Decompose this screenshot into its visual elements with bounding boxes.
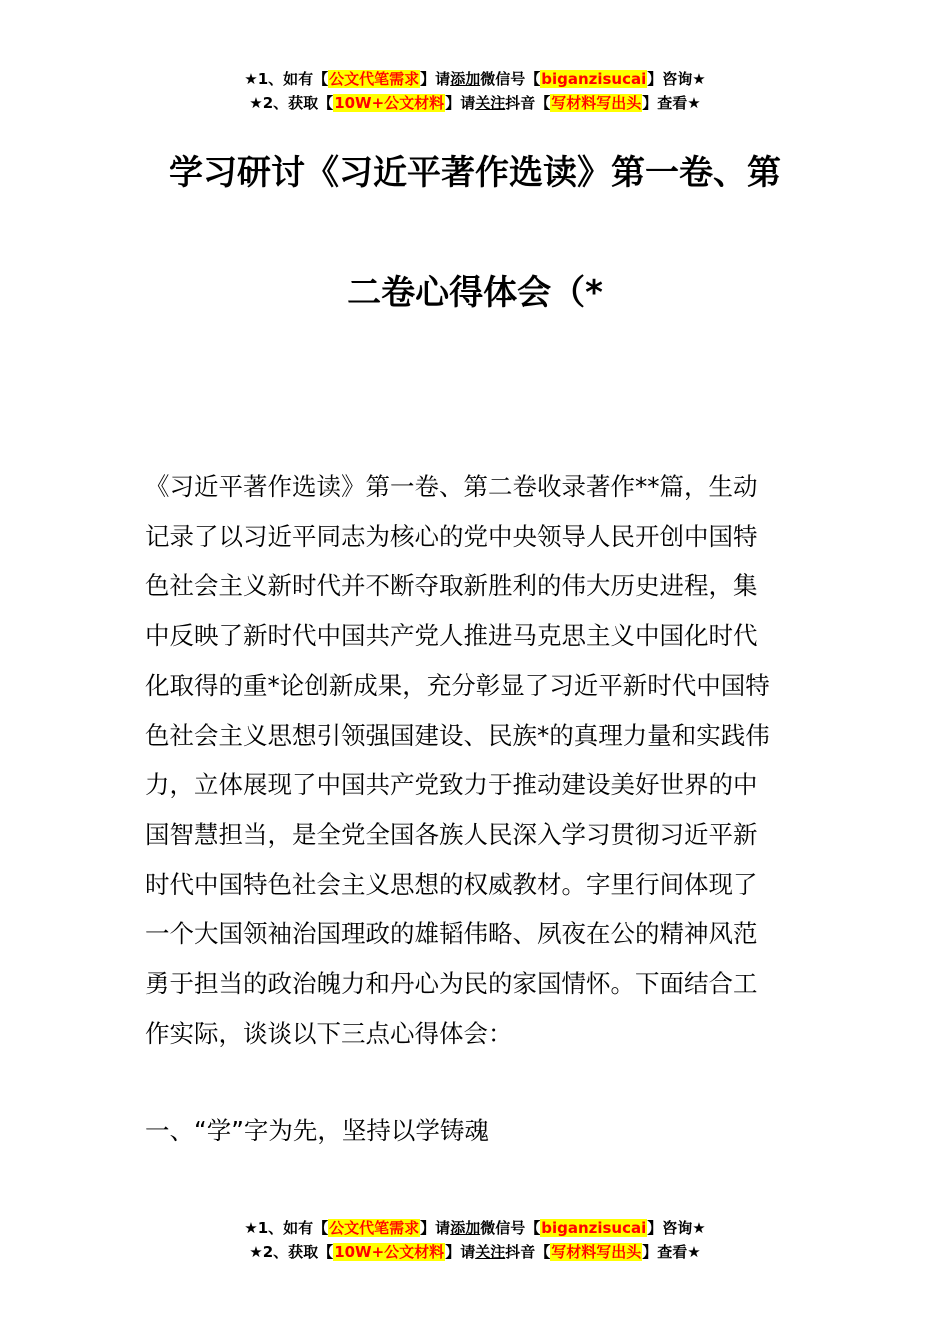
highlight-douyin-account: 写材料写出头: [551, 1243, 642, 1261]
highlight-service: 公文代笔需求: [329, 1219, 420, 1237]
banner-line-1: ★1、如有【公文代笔需求】请添加微信号【biganzisucai】咨询★: [244, 70, 706, 88]
highlight-service: 公文代笔需求: [329, 70, 420, 88]
body-line: 一个大国领袖治国理政的雄韬伟略、夙夜在公的精神风范: [145, 919, 758, 949]
section-heading-1: 一、“学”字为先，坚持以学铸魂: [145, 1116, 489, 1145]
highlight-materials: 10W+公文材料: [334, 94, 445, 112]
body-line: 色社会主义思想引领强国建设、民族*的真理力量和实践伟: [145, 720, 770, 750]
body-paragraph: [145, 462, 810, 1058]
body-line: 国智慧担当，是全党全国各族人民深入学习贯彻习近平新: [145, 819, 758, 849]
document-title-line-2: 二卷心得体会（*: [347, 273, 603, 313]
banner-line-1: ★1、如有【公文代笔需求】请添加微信号【biganzisucai】咨询★: [244, 1219, 706, 1237]
body-line: 《习近平著作选读》第一卷、第二卷收录著作**篇，生动: [145, 472, 758, 501]
highlight-douyin-account: 写材料写出头: [551, 94, 642, 112]
body-line: 作实际，谈谈以下三点心得体会：: [145, 1018, 513, 1048]
banner-line-2: ★2、获取【10W+公文材料】请关注抖音【写材料写出头】查看★: [249, 1243, 701, 1261]
highlight-materials: 10W+公文材料: [334, 1243, 445, 1261]
document-title-line-1: 学习研讨《习近平著作选读》第一卷、第: [169, 153, 781, 193]
top-banner: [0, 67, 950, 115]
body-line: 力，立体展现了中国共产党致力于推动建设美好世界的中: [145, 770, 758, 800]
bottom-banner: [0, 1216, 950, 1264]
body-line: 中反映了新时代中国共产党人推进马克思主义中国化时代: [145, 621, 758, 651]
body-line: 色社会主义新时代并不断夺取新胜利的伟大历史进程，集: [145, 571, 758, 601]
body-line: 化取得的重*论创新成果，充分彰显了习近平新时代中国特: [145, 670, 770, 700]
body-line: 记录了以习近平同志为核心的党中央领导人民开创中国特: [145, 521, 758, 551]
body-line: 时代中国特色社会主义思想的权威教材。字里行间体现了: [145, 869, 758, 899]
body-line: 勇于担当的政治魄力和丹心为民的家国情怀。下面结合工: [145, 969, 758, 999]
banner-line-2: ★2、获取【10W+公文材料】请关注抖音【写材料写出头】查看★: [249, 94, 701, 112]
highlight-wechat-id: biganzisucai: [541, 1219, 647, 1237]
highlight-wechat-id: biganzisucai: [541, 70, 647, 88]
